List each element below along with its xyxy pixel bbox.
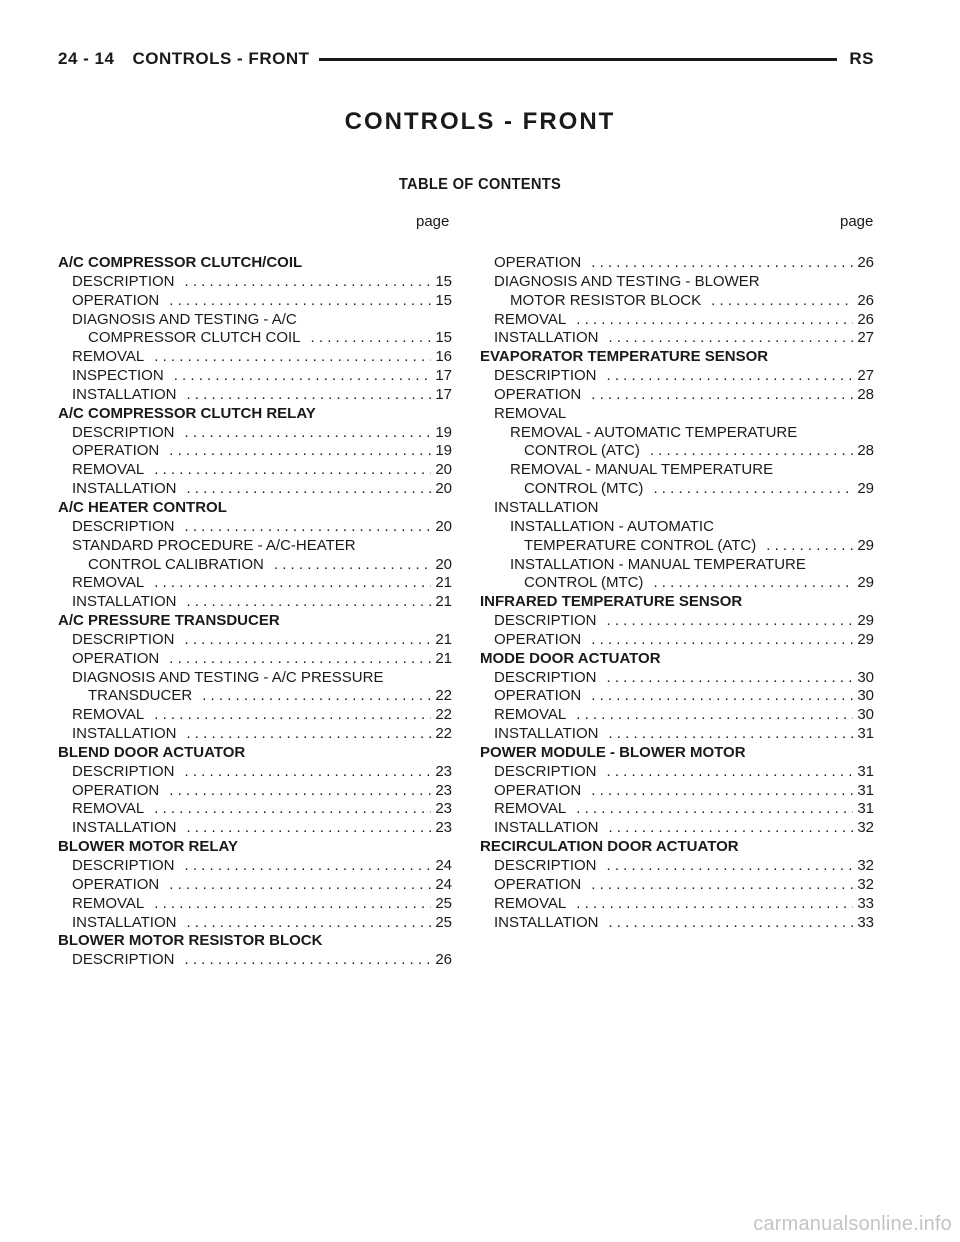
toc-entry-label: POWER MODULE - BLOWER MOTOR xyxy=(480,743,746,761)
toc-entry[interactable] xyxy=(58,292,452,311)
toc-entry-label: REMOVAL xyxy=(72,461,145,479)
toc-page-number: 24 xyxy=(435,857,452,874)
toc-entry-label: INSTALLATION xyxy=(72,725,177,743)
toc-group-heading xyxy=(58,744,452,763)
toc-page-number: 27 xyxy=(857,367,874,385)
dot-leader xyxy=(576,311,853,330)
toc-entry[interactable] xyxy=(480,725,874,744)
toc-page-number: 21 xyxy=(435,593,452,611)
toc-group-heading xyxy=(480,348,874,367)
toc-entry-label: OPERATION xyxy=(72,781,160,799)
toc-entry xyxy=(480,424,874,443)
toc-page-number: 21 xyxy=(435,630,452,648)
toc-entry-label: REMOVAL xyxy=(72,574,145,592)
toc-heading: TABLE OF CONTENTS xyxy=(398,176,562,193)
dot-leader xyxy=(186,725,431,744)
toc-entry-label: DESCRIPTION xyxy=(72,423,175,441)
dot-leader xyxy=(169,650,431,669)
toc-entry-label: INSTALLATION xyxy=(494,819,599,837)
toc-entry-label: REMOVAL xyxy=(494,404,567,422)
dot-leader xyxy=(186,480,431,499)
toc-page-number: 29 xyxy=(857,630,874,648)
toc-page-number: 17 xyxy=(435,385,452,403)
toc-entry[interactable] xyxy=(58,782,452,801)
toc-group-heading xyxy=(480,744,874,763)
toc-entry-label: REMOVAL xyxy=(72,706,145,724)
toc-page-number: 22 xyxy=(435,706,452,724)
dot-leader xyxy=(185,518,432,537)
toc-entry[interactable] xyxy=(480,819,874,838)
toc-entry-label: EVAPORATOR TEMPERATURE SENSOR xyxy=(480,348,769,366)
toc-entry-label: REMOVAL xyxy=(72,894,145,912)
toc-left-column xyxy=(58,254,452,970)
toc-entry-label: BLEND DOOR ACTUATOR xyxy=(58,743,246,761)
toc-entry-label: DESCRIPTION xyxy=(494,762,597,780)
toc-page-number: 29 xyxy=(857,574,874,592)
dot-leader xyxy=(169,782,431,801)
toc-entry[interactable] xyxy=(58,951,452,970)
toc-entry[interactable] xyxy=(480,800,874,819)
toc-entry[interactable] xyxy=(480,895,874,914)
toc-entry-label: INSTALLATION xyxy=(72,913,177,931)
toc-entry xyxy=(58,311,452,330)
toc-entry[interactable] xyxy=(58,386,452,405)
toc-entry-label: CONTROL (MTC) xyxy=(524,574,644,592)
toc-page-number: 31 xyxy=(857,781,874,799)
dot-leader xyxy=(186,914,431,933)
toc-entry-label: INSTALLATION xyxy=(72,593,177,611)
toc-entry-label: INSPECTION xyxy=(72,367,164,385)
toc-page-number: 19 xyxy=(435,442,452,460)
toc-entry[interactable] xyxy=(480,612,874,631)
toc-page-number: 30 xyxy=(857,668,874,686)
toc-page-number: 23 xyxy=(435,819,452,837)
toc-group-heading xyxy=(480,593,874,612)
toc-entry-label: DIAGNOSIS AND TESTING - A/C PRESSURE xyxy=(72,668,384,686)
toc-page-number: 33 xyxy=(857,913,874,931)
header-model-code: RS xyxy=(849,49,874,68)
toc-entry[interactable] xyxy=(480,914,874,933)
dot-leader xyxy=(608,329,853,348)
toc-page-number: 21 xyxy=(435,649,452,667)
toc-entry-label: CONTROL (MTC) xyxy=(524,480,644,498)
dot-leader xyxy=(607,612,854,631)
toc-entry[interactable] xyxy=(480,574,874,593)
toc-entry-label: DESCRIPTION xyxy=(494,857,597,874)
dot-leader xyxy=(154,574,431,593)
toc-group-heading xyxy=(58,838,452,857)
dot-leader xyxy=(591,386,853,405)
toc-page-number: 33 xyxy=(857,894,874,912)
toc-page-number: 32 xyxy=(857,819,874,837)
toc-entry-label: A/C PRESSURE TRANSDUCER xyxy=(58,612,280,630)
toc-entry[interactable] xyxy=(58,480,452,499)
dot-leader xyxy=(608,914,853,933)
toc-entry[interactable] xyxy=(480,442,874,461)
dot-leader xyxy=(607,669,854,688)
toc-entry[interactable] xyxy=(58,631,452,650)
dot-leader xyxy=(650,442,853,461)
toc-page-number: 29 xyxy=(857,480,874,498)
watermark: carmanualsonline.info xyxy=(753,1213,952,1235)
toc-entry[interactable] xyxy=(58,800,452,819)
toc-entry-label: A/C COMPRESSOR CLUTCH RELAY xyxy=(58,404,316,422)
toc-entry[interactable] xyxy=(480,537,874,556)
dot-leader xyxy=(608,725,853,744)
toc-entry-label: INSTALLATION xyxy=(494,498,599,516)
toc-entry-label: REMOVAL xyxy=(494,894,567,912)
toc-entry[interactable] xyxy=(480,367,874,386)
toc-group-heading xyxy=(58,612,452,631)
right-page-label: page xyxy=(840,213,874,230)
toc-entry-label: REMOVAL xyxy=(494,706,567,724)
toc-entry[interactable] xyxy=(58,706,452,725)
left-page-label: page xyxy=(416,213,450,230)
dot-leader xyxy=(154,800,431,819)
toc-entry[interactable] xyxy=(480,480,874,499)
toc-entry-label: DESCRIPTION xyxy=(72,762,175,780)
toc-page-number: 26 xyxy=(857,254,874,271)
toc-entry-label: CONTROL (ATC) xyxy=(524,442,640,460)
toc-entry-label: OPERATION xyxy=(494,254,582,271)
toc-entry-label: OPERATION xyxy=(72,442,160,460)
toc-entry[interactable] xyxy=(58,650,452,669)
toc-entry-label: OPERATION xyxy=(72,649,160,667)
toc-entry-label: INSTALLATION xyxy=(494,913,599,931)
dot-leader xyxy=(607,857,854,876)
toc-entry[interactable] xyxy=(480,782,874,801)
toc-entry-label: DESCRIPTION xyxy=(72,630,175,648)
toc-entry[interactable] xyxy=(58,273,452,292)
toc-entry[interactable] xyxy=(480,857,874,876)
toc-entry-label: BLOWER MOTOR RELAY xyxy=(58,838,239,856)
dot-leader xyxy=(185,857,432,876)
dot-leader xyxy=(576,800,853,819)
header-page-number: 24 - 14 xyxy=(58,49,115,68)
toc-entry[interactable] xyxy=(480,254,874,273)
toc-entry-label: REMOVAL xyxy=(494,310,567,328)
toc-entry-label: REMOVAL - MANUAL TEMPERATURE xyxy=(510,461,774,479)
toc-entry[interactable] xyxy=(58,763,452,782)
toc-page-number: 30 xyxy=(857,706,874,724)
toc-entry-label: BLOWER MOTOR RESISTOR BLOCK xyxy=(58,932,323,950)
toc-page-number: 26 xyxy=(857,291,874,309)
toc-entry[interactable] xyxy=(480,763,874,782)
toc-entry-label: REMOVAL xyxy=(72,800,145,818)
toc-entry-label: DESCRIPTION xyxy=(72,517,175,535)
toc-page-number: 32 xyxy=(857,857,874,874)
toc-page-number: 31 xyxy=(857,800,874,818)
toc-entry[interactable] xyxy=(58,442,452,461)
toc-entry-label: MOTOR RESISTOR BLOCK xyxy=(510,291,702,309)
toc-entry[interactable] xyxy=(58,914,452,933)
dot-leader xyxy=(169,876,431,895)
toc-page-number: 21 xyxy=(435,574,452,592)
toc-group-heading xyxy=(58,405,452,424)
toc-entry-label: TRANSDUCER xyxy=(88,687,193,705)
dot-leader xyxy=(154,348,431,367)
page-title: CONTROLS - FRONT xyxy=(344,108,616,135)
dot-leader xyxy=(185,424,432,443)
toc-entry-label: INSTALLATION xyxy=(494,725,599,743)
toc-page-number: 32 xyxy=(857,875,874,893)
toc-entry[interactable] xyxy=(58,348,452,367)
dot-leader xyxy=(185,273,432,292)
toc-page-number: 29 xyxy=(857,536,874,554)
toc-entry-label: A/C COMPRESSOR CLUTCH/COIL xyxy=(58,254,303,271)
toc-group-heading xyxy=(480,650,874,669)
toc-page-number: 20 xyxy=(435,480,452,498)
toc-entry-label: OPERATION xyxy=(494,687,582,705)
toc-page-number: 30 xyxy=(857,687,874,705)
toc-page-number: 17 xyxy=(435,367,452,385)
header-rule xyxy=(319,58,837,61)
toc-entry-label: INSTALLATION xyxy=(72,819,177,837)
toc-entry-label: INSTALLATION xyxy=(72,480,177,498)
toc-entry-label: DESCRIPTION xyxy=(494,668,597,686)
toc-page-number: 22 xyxy=(435,725,452,743)
dot-leader xyxy=(174,367,432,386)
toc-entry[interactable] xyxy=(480,631,874,650)
toc-page-number: 22 xyxy=(435,687,452,705)
toc-page-number: 20 xyxy=(435,517,452,535)
toc-page-number: 31 xyxy=(857,725,874,743)
toc-entry[interactable] xyxy=(58,593,452,612)
toc-entry[interactable] xyxy=(58,556,452,575)
toc-page-number: 15 xyxy=(435,272,452,290)
toc-entry[interactable] xyxy=(58,518,452,537)
toc-entry xyxy=(480,518,874,537)
toc-entry[interactable] xyxy=(480,329,874,348)
toc-entry-label: INSTALLATION xyxy=(72,385,177,403)
toc-entry-label: REMOVAL - AUTOMATIC TEMPERATURE xyxy=(510,423,798,441)
dot-leader xyxy=(311,329,432,348)
dot-leader xyxy=(591,876,853,895)
dot-leader xyxy=(576,706,853,725)
toc-entry-label: OPERATION xyxy=(494,781,582,799)
toc-entry[interactable] xyxy=(58,725,452,744)
toc-entry-label: OPERATION xyxy=(494,630,582,648)
toc-page-number: 20 xyxy=(435,461,452,479)
toc-entry-label: OPERATION xyxy=(494,875,582,893)
toc-entry-label: DIAGNOSIS AND TESTING - A/C xyxy=(72,310,297,328)
toc-entry[interactable] xyxy=(58,424,452,443)
toc-page-number: 26 xyxy=(857,310,874,328)
toc-entry xyxy=(480,273,874,292)
toc-page-number: 23 xyxy=(435,781,452,799)
dot-leader xyxy=(154,895,431,914)
toc-group-heading xyxy=(480,838,874,857)
toc-entry[interactable] xyxy=(480,311,874,330)
dot-leader xyxy=(169,442,431,461)
dot-leader xyxy=(186,593,431,612)
toc-entry[interactable] xyxy=(58,687,452,706)
dot-leader xyxy=(202,687,431,706)
dot-leader xyxy=(154,461,431,480)
toc-page-number: 27 xyxy=(857,329,874,347)
dot-leader xyxy=(274,556,431,575)
dot-leader xyxy=(185,763,432,782)
toc-page-number: 16 xyxy=(435,348,452,366)
toc-entry-label: OPERATION xyxy=(494,385,582,403)
toc-entry xyxy=(480,499,874,518)
toc-entry-label: REMOVAL xyxy=(72,348,145,366)
dot-leader xyxy=(185,951,432,970)
toc-page-number: 23 xyxy=(435,800,452,818)
toc-page-number: 19 xyxy=(435,423,452,441)
toc-page-number: 29 xyxy=(857,612,874,630)
toc-page-number: 15 xyxy=(435,329,452,347)
toc-entry[interactable] xyxy=(480,876,874,895)
dot-leader xyxy=(591,631,853,650)
toc-entry-label: A/C HEATER CONTROL xyxy=(58,498,227,516)
toc-entry-label: OPERATION xyxy=(72,875,160,893)
dot-leader xyxy=(186,386,431,405)
toc-entry[interactable] xyxy=(58,857,452,876)
toc-entry[interactable] xyxy=(58,329,452,348)
toc-entry-label: STANDARD PROCEDURE - A/C-HEATER xyxy=(72,536,356,554)
dot-leader xyxy=(591,254,853,273)
toc-entry xyxy=(480,556,874,575)
toc-entry-label: INSTALLATION - MANUAL TEMPERATURE xyxy=(510,555,806,573)
toc-entry[interactable] xyxy=(58,876,452,895)
toc-entry-label: INFRARED TEMPERATURE SENSOR xyxy=(480,593,743,611)
toc-entry xyxy=(480,405,874,424)
dot-leader xyxy=(608,819,853,838)
toc-entry-label: OPERATION xyxy=(72,291,160,309)
toc-entry xyxy=(480,461,874,480)
toc-page-number: 23 xyxy=(435,762,452,780)
toc-right-column xyxy=(480,254,874,932)
toc-entry-label: DESCRIPTION xyxy=(494,367,597,385)
toc-entry xyxy=(58,537,452,556)
toc-entry-label: MODE DOOR ACTUATOR xyxy=(480,649,661,667)
toc-entry[interactable] xyxy=(58,574,452,593)
toc-entry-label: DESCRIPTION xyxy=(72,951,175,969)
toc-entry[interactable] xyxy=(480,706,874,725)
toc-entry[interactable] xyxy=(480,687,874,706)
header-section-title: CONTROLS - FRONT xyxy=(132,49,310,68)
toc-group-heading xyxy=(58,932,452,951)
dot-leader xyxy=(653,480,853,499)
toc-entry-label: TEMPERATURE CONTROL (ATC) xyxy=(524,536,757,554)
dot-leader xyxy=(576,895,853,914)
toc-entry-label: REMOVAL xyxy=(494,800,567,818)
dot-leader xyxy=(607,763,854,782)
toc-page-number: 20 xyxy=(435,555,452,573)
dot-leader xyxy=(607,367,854,386)
dot-leader xyxy=(711,292,853,311)
toc-page-number: 28 xyxy=(857,385,874,403)
toc-page-number: 24 xyxy=(435,875,452,893)
dot-leader xyxy=(169,292,431,311)
toc-page-number: 28 xyxy=(857,442,874,460)
toc-entry[interactable] xyxy=(58,895,452,914)
dot-leader xyxy=(653,574,853,593)
toc-entry-label: DESCRIPTION xyxy=(72,857,175,874)
toc-entry-label: DIAGNOSIS AND TESTING - BLOWER xyxy=(494,272,760,290)
dot-leader xyxy=(766,537,853,556)
toc-entry-label: DESCRIPTION xyxy=(494,612,597,630)
toc-entry-label: INSTALLATION xyxy=(494,329,599,347)
toc-group-heading xyxy=(58,499,452,518)
dot-leader xyxy=(591,782,853,801)
dot-leader xyxy=(186,819,431,838)
toc-entry[interactable] xyxy=(480,292,874,311)
running-header xyxy=(58,46,874,72)
toc-entry[interactable] xyxy=(58,367,452,386)
toc-entry[interactable] xyxy=(480,386,874,405)
dot-leader xyxy=(185,631,432,650)
toc-page-number: 26 xyxy=(435,951,452,969)
toc-page-number: 25 xyxy=(435,894,452,912)
toc-entry[interactable] xyxy=(58,461,452,480)
toc-entry-label: COMPRESSOR CLUTCH COIL xyxy=(88,329,301,347)
toc-entry[interactable] xyxy=(480,669,874,688)
toc-entry[interactable] xyxy=(58,819,452,838)
dot-leader xyxy=(154,706,431,725)
toc-entry-label: RECIRCULATION DOOR ACTUATOR xyxy=(480,838,739,856)
toc-group-heading xyxy=(58,254,452,273)
toc-entry-label: DESCRIPTION xyxy=(72,272,175,290)
toc-entry-label: CONTROL CALIBRATION xyxy=(88,555,264,573)
toc-entry xyxy=(58,669,452,688)
toc-page-number: 25 xyxy=(435,913,452,931)
toc-page-number: 15 xyxy=(435,291,452,309)
toc-page-number: 31 xyxy=(857,762,874,780)
toc-entry-label: INSTALLATION - AUTOMATIC xyxy=(510,517,714,535)
dot-leader xyxy=(591,687,853,706)
